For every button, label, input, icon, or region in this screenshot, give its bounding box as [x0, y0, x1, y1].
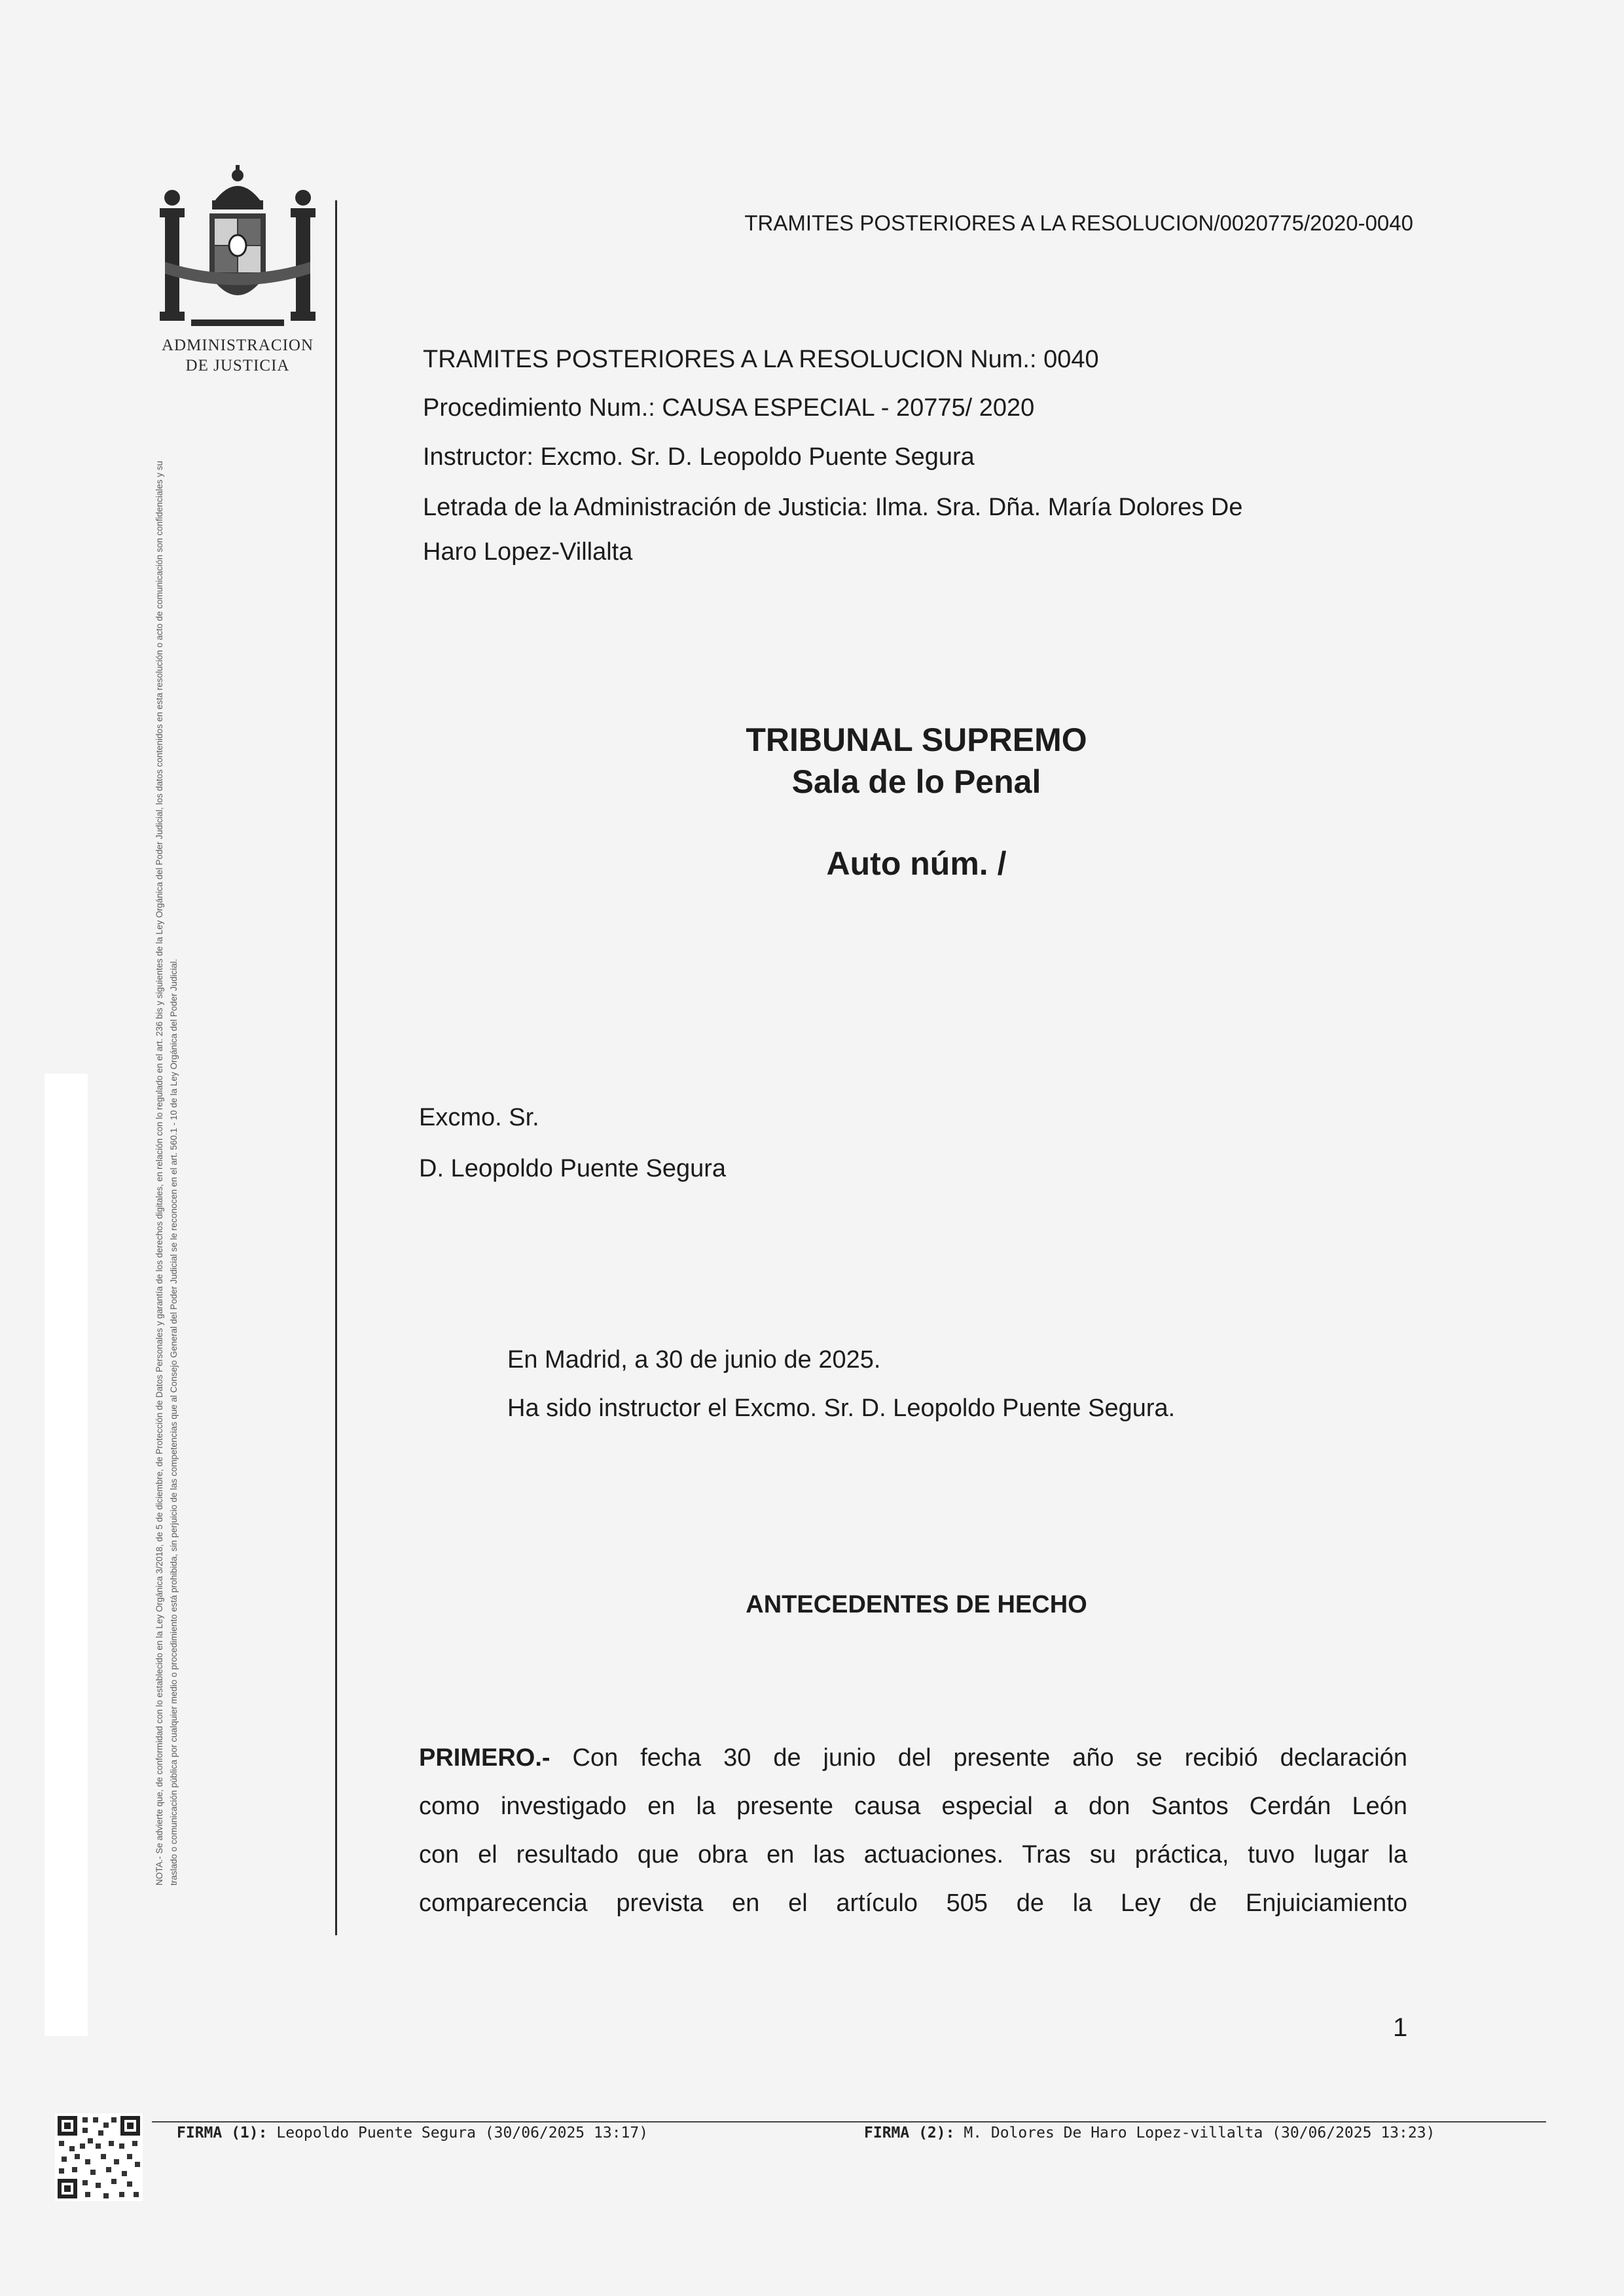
scan-margin-strip: [45, 1074, 88, 2036]
paragraph-primero-line2: como investigado en la presente causa especial a don Santos Cerdán León: [419, 1793, 1407, 1820]
margin-divider: [335, 200, 337, 1935]
side-legal-note: [121, 432, 213, 1886]
magistrate-name: D. Leopoldo Puente Segura: [419, 1155, 727, 1182]
document-reference: TRAMITES POSTERIORES A LA RESOLUCION/0020775/2020-0040: [744, 211, 1413, 235]
magistrate-title: Excmo. Sr.: [419, 1104, 539, 1131]
header-line-letrada-cont: Haro Lopez-Villalta: [423, 538, 633, 566]
footer-divider: [152, 2121, 1546, 2123]
signature-2-label: FIRMA (2):: [864, 2124, 955, 2141]
signature-1: [177, 2124, 648, 2141]
paragraph-primero-line3: con el resultado que obra en las actuaciones. Tras su práctica, tuvo lugar la: [419, 1841, 1407, 1868]
header-line-instructor: Instructor: Excmo. Sr. D. Leopoldo Puente Segura: [423, 443, 975, 471]
qr-code-icon: [55, 2113, 143, 2201]
paragraph-text-1: Con fecha 30 de junio del presente año se recibió declaración: [572, 1744, 1407, 1772]
header-line-procedimiento: Procedimiento Num.: CAUSA ESPECIAL - 20775/ 2020: [423, 394, 1035, 422]
emblem-caption-line1: ADMINISTRACION: [161, 337, 314, 354]
paragraph-primero-line4: comparecencia prevista en el artículo 505 de la Ley de Enjuiciamiento: [419, 1889, 1407, 1917]
section-title-antecedentes: ANTECEDENTES DE HECHO: [746, 1591, 1087, 1618]
place-date: En Madrid, a 30 de junio de 2025.: [507, 1346, 881, 1374]
signature-2-value: M. Dolores De Haro Lopez-villalta (30/06/2025 13:23): [964, 2124, 1435, 2141]
instructor-statement: Ha sido instructor el Excmo. Sr. D. Leopoldo Puente Segura.: [507, 1394, 1176, 1422]
court-name: TRIBUNAL SUPREMO: [746, 721, 1087, 758]
emblem-caption-line2: DE JUSTICIA: [185, 357, 290, 374]
paragraph-label: PRIMERO.-: [419, 1744, 550, 1772]
spain-coat-of-arms-icon: [152, 164, 323, 334]
side-legal-note-text: NOTA.- Se advierte que, de conformidad con lo establecido en la Ley Orgánica 3/2018, de 5 de diciembre, de Protección de Datos Personales y garantía de los derechos digitales, en relación con lo regulado en el art. 236 bis y siguientes de la Ley Orgánica del Poder Judicial, los datos contenidos en esta resolución o acto de comunicación son confidenciales y su traslado o comunicación pública por cualquier medio o procedimiento está prohibida, sin perjuicio de las competencias que al Consejo General del Poder Judicial se le reconocen en el art. 560.1 - 10 de la Ley Orgánica del Poder Judicial.: [154, 460, 179, 1886]
signature-1-label: FIRMA (1):: [177, 2124, 268, 2141]
auto-number: Auto núm. /: [826, 845, 1007, 882]
header-line-letrada: Letrada de la Administración de Justicia: Ilma. Sra. Dña. María Dolores De: [423, 494, 1243, 521]
emblem-caption: [145, 335, 330, 376]
signature-2: [864, 2124, 1435, 2141]
page-number: 1: [1393, 2013, 1408, 2042]
header-line-resolucion: TRAMITES POSTERIORES A LA RESOLUCION Num.: 0040: [423, 346, 1099, 373]
paragraph-primero-line1: [419, 1734, 1407, 1782]
paragraph-primero: [419, 1734, 1407, 1927]
signature-1-value: Leopoldo Puente Segura (30/06/2025 13:17): [276, 2124, 649, 2141]
court-chamber: Sala de lo Penal: [791, 763, 1041, 800]
